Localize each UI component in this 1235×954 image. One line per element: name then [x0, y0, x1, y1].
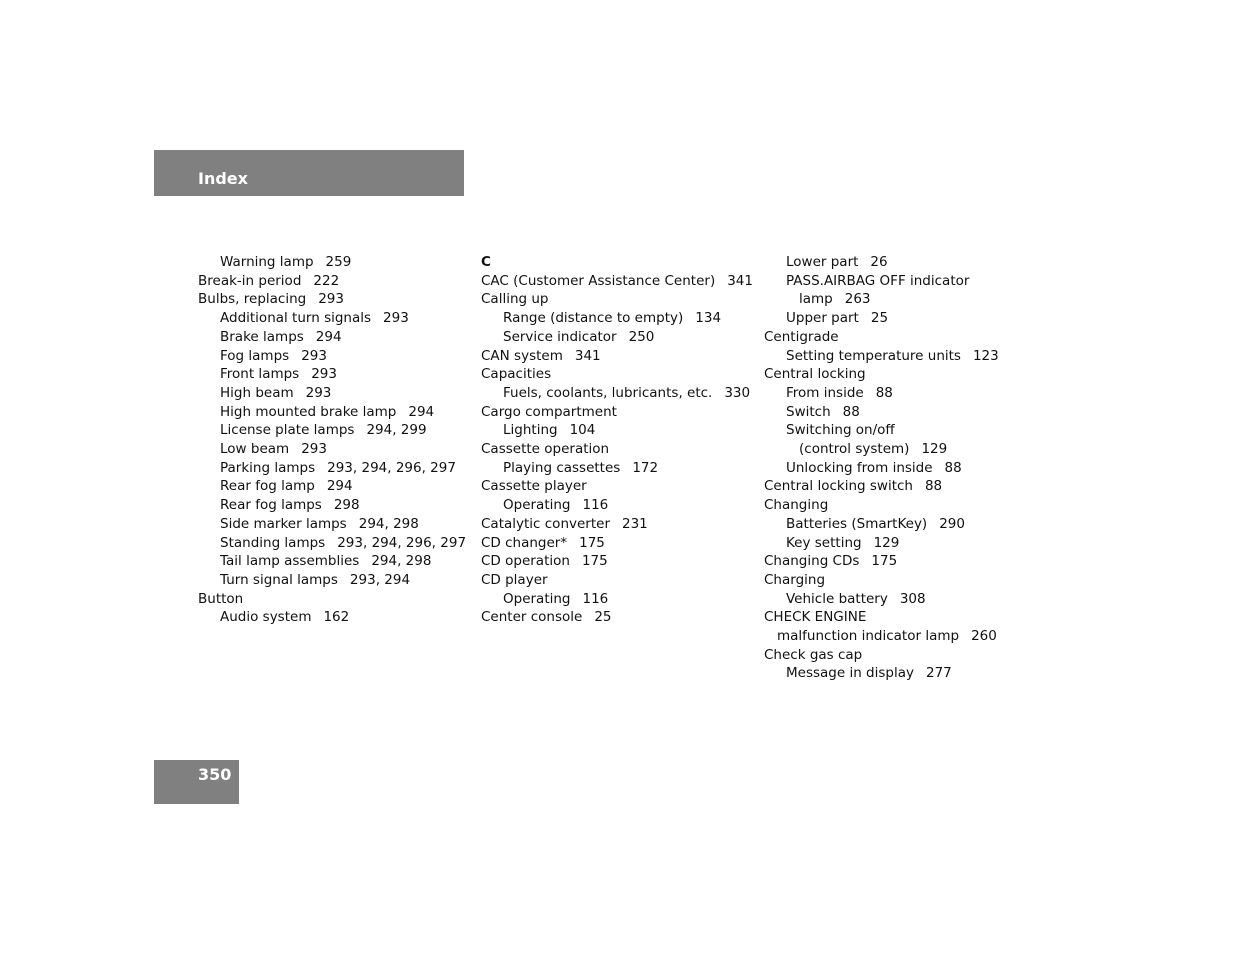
index-term: PASS.AIRBAG OFF indicator	[786, 272, 970, 289]
index-page-ref: 172	[632, 459, 659, 476]
index-term: CHECK ENGINE	[764, 609, 867, 626]
index-entry	[481, 421, 756, 440]
index-page-ref: 162	[323, 609, 350, 626]
index-entry	[764, 664, 1024, 683]
index-page-ref: 294	[408, 403, 435, 420]
index-entry	[198, 403, 473, 422]
index-entry	[481, 403, 756, 422]
index-term: CD operation	[481, 553, 570, 570]
index-entry	[198, 253, 473, 272]
index-term: CAC (Customer Assistance Center)	[481, 272, 716, 289]
index-entry	[481, 590, 756, 609]
index-term: Range (distance to empty)	[503, 310, 684, 327]
index-term: Cassette operation	[481, 441, 610, 458]
index-entry	[764, 477, 1024, 496]
index-page-ref: 88	[842, 403, 860, 420]
index-page-ref: 293	[318, 291, 344, 308]
index-entry	[198, 477, 473, 496]
index-term: Low beam	[220, 441, 290, 458]
index-term: CD changer*	[481, 534, 568, 551]
index-page-ref: 123	[972, 347, 999, 364]
index-page-ref: 116	[582, 497, 609, 514]
index-column-3	[764, 253, 1024, 683]
index-term: (control system)	[799, 441, 910, 458]
index-term: Key setting	[786, 534, 862, 551]
index-term: Fog lamps	[220, 347, 290, 364]
index-page-ref: 26	[870, 254, 888, 270]
index-term: Cargo compartment	[481, 403, 617, 420]
index-entry	[481, 534, 756, 553]
index-page-ref: 25	[594, 609, 612, 626]
index-page-ref: 175	[579, 534, 605, 551]
index-entry	[198, 421, 473, 440]
index-page-ref: 116	[582, 590, 609, 607]
index-page-ref: 293, 294, 296, 297	[337, 534, 467, 551]
index-page-ref: 308	[899, 590, 926, 607]
index-page-ref: 222	[313, 272, 340, 289]
index-page-ref: 129	[873, 534, 900, 551]
index-entry	[764, 253, 1024, 272]
index-term: Fuels, coolants, lubricants, etc.	[503, 384, 713, 401]
index-entry	[198, 608, 473, 627]
index-entry	[198, 365, 473, 384]
index-entry	[481, 515, 756, 534]
index-page-ref: 88	[875, 384, 893, 401]
index-entry	[764, 459, 1024, 478]
index-term: Check gas cap	[764, 646, 863, 663]
index-page-ref: 341	[574, 347, 601, 364]
index-column-2	[481, 253, 756, 627]
index-page-ref: 104	[569, 422, 596, 439]
index-page-ref: 341	[727, 272, 753, 289]
index-entry	[198, 440, 473, 459]
index-entry	[481, 608, 756, 627]
index-entry	[481, 290, 756, 309]
index-entry	[764, 496, 1024, 515]
index-page-ref: 293	[311, 366, 337, 383]
index-term: Capacities	[481, 366, 552, 383]
index-entry	[764, 571, 1024, 590]
index-page-ref: 293	[301, 347, 327, 364]
index-page-ref: 330	[724, 384, 751, 401]
index-page-ref: 298	[333, 497, 360, 514]
index-term: Catalytic converter	[481, 515, 610, 532]
index-term: Upper part	[786, 310, 859, 327]
index-page-ref: 277	[926, 665, 952, 682]
index-term: Brake lamps	[220, 328, 304, 345]
index-term: Unlocking from inside	[786, 459, 933, 476]
index-entry	[481, 459, 756, 478]
index-entry	[764, 309, 1024, 328]
index-entry	[764, 365, 1024, 384]
index-page-ref: 259	[325, 254, 352, 270]
index-page-ref: 25	[870, 310, 889, 327]
index-term: Operating	[503, 497, 571, 514]
index-term: malfunction indicator lamp	[777, 628, 960, 645]
index-page-ref: 293, 294	[349, 571, 411, 588]
index-entry	[481, 552, 756, 571]
index-entry	[764, 347, 1024, 366]
index-page-ref: 129	[921, 441, 948, 458]
index-entry	[764, 290, 1024, 309]
index-entry	[764, 421, 1024, 440]
index-entry	[198, 571, 473, 590]
index-entry	[198, 515, 473, 534]
index-term: Lower part	[786, 254, 859, 270]
index-page-ref: 293, 294, 296, 297	[327, 459, 456, 476]
index-entry	[198, 347, 473, 366]
index-entry	[764, 552, 1024, 571]
index-term: Central locking	[764, 366, 866, 383]
index-term: C	[481, 254, 491, 270]
index-entry	[481, 477, 756, 496]
header-bar	[154, 150, 464, 196]
index-term: Rear fog lamp	[220, 478, 315, 495]
index-entry	[198, 384, 473, 403]
index-term: Audio system	[220, 609, 312, 626]
index-term: CAN system	[481, 347, 563, 364]
index-term: Vehicle battery	[786, 590, 888, 607]
index-term: Cassette player	[481, 478, 587, 495]
page-title: Index	[198, 169, 248, 188]
index-entry	[481, 328, 756, 347]
index-term: Charging	[764, 571, 826, 588]
index-entry	[764, 328, 1024, 347]
index-entry	[481, 309, 756, 328]
index-entry	[764, 515, 1024, 534]
index-entry	[481, 571, 756, 590]
index-term: Calling up	[481, 291, 549, 308]
index-page-ref: 293	[301, 441, 327, 458]
index-entry	[764, 534, 1024, 553]
index-term: High beam	[220, 384, 294, 401]
index-term: High mounted brake lamp	[220, 403, 397, 420]
index-entry	[198, 496, 473, 515]
index-entry	[198, 534, 473, 553]
index-column-1	[198, 253, 473, 627]
index-entry	[198, 552, 473, 571]
index-term: Changing	[764, 497, 829, 514]
index-entry	[764, 590, 1024, 609]
index-term: Message in display	[786, 665, 914, 682]
index-term: License plate lamps	[220, 422, 355, 439]
index-entry	[198, 328, 473, 347]
index-term: Service indicator	[503, 328, 617, 345]
index-entry	[764, 403, 1024, 422]
index-term: Button	[198, 590, 244, 607]
index-page-ref: 293	[383, 310, 409, 327]
index-entry	[198, 309, 473, 328]
index-term: Bulbs, replacing	[198, 291, 307, 308]
index-term: Additional turn signals	[220, 310, 372, 327]
index-page-ref: 294, 299	[366, 422, 427, 439]
index-page-ref: 175	[581, 553, 608, 570]
index-page-ref: 263	[844, 291, 871, 308]
index-term: Turn signal lamps	[220, 571, 338, 588]
index-term: Switching on/off	[786, 422, 895, 439]
index-term: Rear fog lamps	[220, 497, 322, 514]
index-page-ref: 260	[971, 628, 997, 645]
index-term: Tail lamp assemblies	[220, 553, 360, 570]
index-page-ref: 294, 298	[371, 553, 432, 570]
index-entry	[481, 440, 756, 459]
index-entry	[764, 384, 1024, 403]
index-term: Front lamps	[220, 366, 300, 383]
index-page-ref: 88	[924, 478, 943, 495]
index-term: Parking lamps	[220, 459, 316, 476]
index-term: Warning lamp	[220, 254, 314, 270]
page-number-tab	[154, 760, 239, 804]
index-term: lamp	[799, 291, 833, 308]
index-term: Central locking switch	[764, 478, 913, 495]
index-page-ref: 294	[315, 328, 342, 345]
index-entry	[764, 272, 1024, 291]
index-term: Playing cassettes	[503, 459, 621, 476]
index-page-ref: 293	[305, 384, 332, 401]
index-entry	[481, 347, 756, 366]
page-number: 350	[198, 765, 232, 784]
index-term: CD player	[481, 571, 548, 588]
index-entry	[198, 290, 473, 309]
index-term: Changing CDs	[764, 553, 860, 570]
index-term: Switch	[786, 403, 831, 420]
index-term: Setting temperature units	[786, 347, 961, 364]
index-entry	[198, 590, 473, 609]
index-term: Operating	[503, 590, 571, 607]
index-term: Centigrade	[764, 328, 839, 345]
index-term: Batteries (SmartKey)	[786, 515, 928, 532]
index-entry	[198, 272, 473, 291]
index-page-ref: 231	[622, 515, 648, 532]
index-entry	[764, 627, 1024, 646]
index-letter-heading	[481, 253, 756, 272]
index-page-ref: 294	[326, 478, 353, 495]
index-term: Side marker lamps	[220, 515, 347, 532]
index-page-ref: 175	[871, 553, 898, 570]
index-entry	[198, 459, 473, 478]
index-entry	[481, 496, 756, 515]
index-entry	[481, 365, 756, 384]
index-page-ref: 290	[939, 515, 965, 532]
index-term: Center console	[481, 609, 583, 626]
index-page-ref: 134	[695, 310, 722, 327]
index-page-ref: 294, 298	[358, 515, 419, 532]
index-entry	[481, 384, 756, 403]
index-entry	[764, 646, 1024, 665]
index-page-ref: 250	[628, 328, 655, 345]
index-term: Break-in period	[198, 272, 302, 289]
index-entry	[764, 608, 1024, 627]
index-entry	[481, 272, 756, 291]
index-term: Lighting	[503, 422, 558, 439]
index-term: Standing lamps	[220, 534, 326, 551]
index-term: From inside	[786, 384, 864, 401]
index-entry	[764, 440, 1024, 459]
index-page-ref: 88	[944, 459, 962, 476]
